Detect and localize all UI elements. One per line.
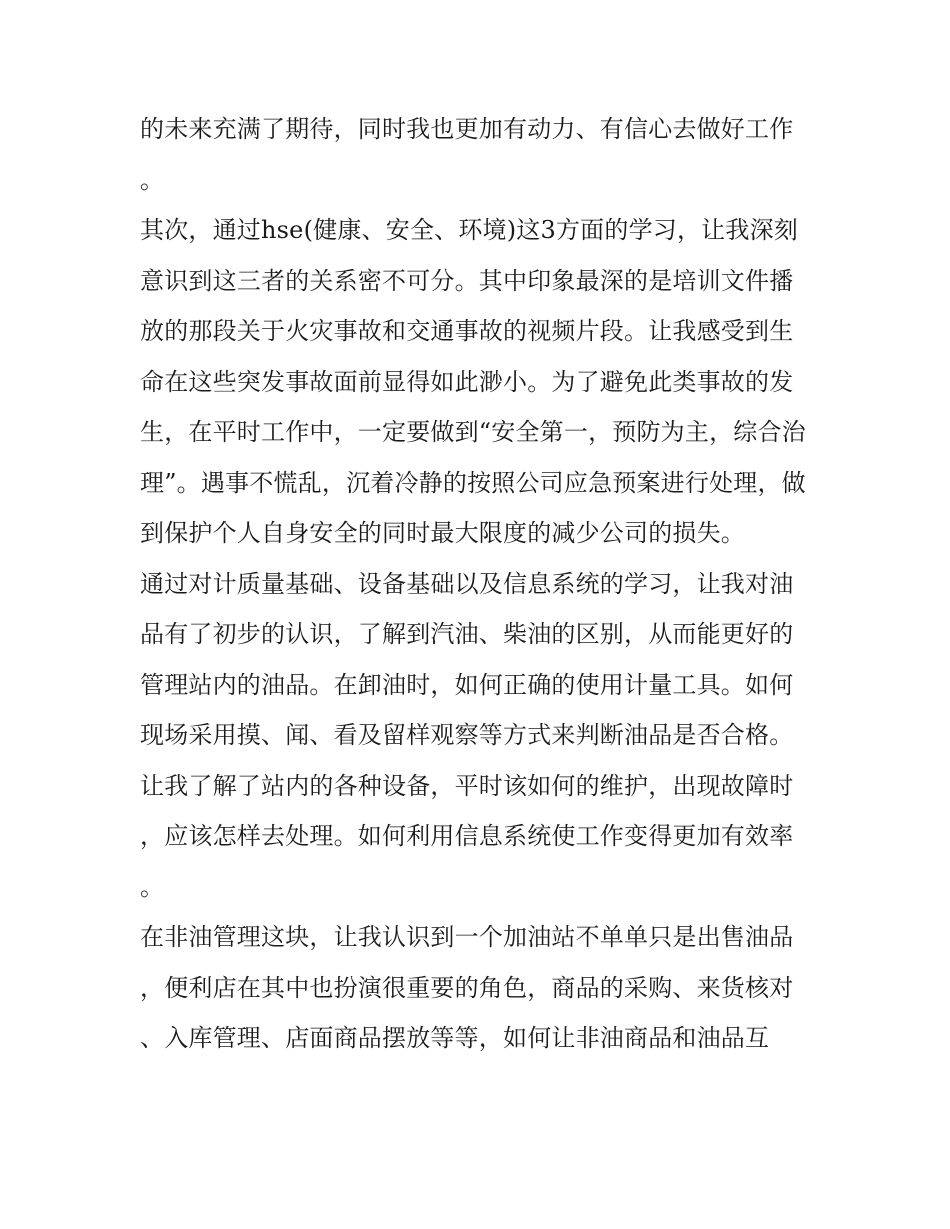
paragraph-2: 其次，通过hse(健康、安全、环境)这3方面的学习，让我深刻意识到这三者的关系密不可分。其中印象最深的是培训文件播放的那段关于火灾事故和交通事故的视频片段。让我感受到生命在这些突发事故面前显得如此渺小。为了避免此类事故的发生，在平时工作中，一定要做到“安全第一，预防为主，综合治理”。遇事不慌乱，沉着冷静的按照公司应急预案进行处理，做到保护个人自身安全的同时最大限度的减少公司的损失。: [140, 216, 806, 547]
paragraph-1: 的未来充满了期待，同时我也更加有动力、有信心去做好工作。: [140, 115, 794, 194]
paragraph-4: 在非油管理这块，让我认识到一个加油站不单单只是出售油品，便利店在其中也扮演很重要的角色，商品的采购、来货核对、入库管理、店面商品摆放等等，如何让非油商品和油品互: [140, 923, 794, 1052]
paragraph-3: 通过对计质量基础、设备基础以及信息系统的学习，让我对油品有了初步的认识，了解到汽油、柴油的区别，从而能更好的管理站内的油品。在卸油时，如何正确的使用计量工具。如何现场采用摸、闻、看及留样观察等方式来判断油品是否合格。让我了解了站内的各种设备，平时该如何的维护，出现故障时，应该怎样去处理。如何利用信息系统使工作变得更加有效率。: [140, 569, 794, 901]
document-body: [140, 104, 815, 1064]
